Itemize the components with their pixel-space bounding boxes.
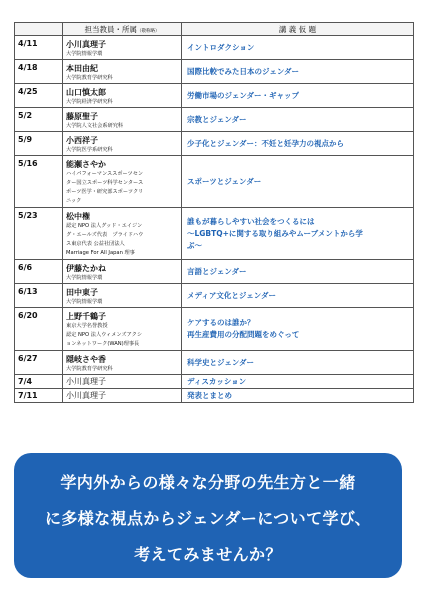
lecturer-affiliation: 認定 NPO 法人グッド・エイジン	[66, 223, 143, 229]
lecture-topic	[182, 260, 414, 284]
lecturer-cell	[63, 260, 182, 284]
lecturer-cell	[63, 156, 182, 208]
lecturer-affiliation: 認定 NPO 法人ウィメンズアクシ	[66, 332, 143, 338]
lecture-topic	[182, 208, 414, 260]
lecturer-name: 松中権	[66, 212, 90, 221]
lecturer-cell	[63, 284, 182, 308]
lecture-topic	[182, 36, 414, 60]
lecturer-name: 伊藤たかね	[66, 264, 106, 273]
invitation-banner	[14, 453, 402, 578]
lecture-topic	[182, 156, 414, 208]
lecturer-cell: 小川真理子	[63, 375, 182, 389]
schedule-row	[15, 60, 414, 84]
header-lecturer-note: （敬称略）	[137, 28, 160, 34]
lecturer-affiliation: 大学院経済学研究科	[66, 99, 113, 105]
lecturer-name: 能瀬さやか	[66, 160, 106, 169]
lecturer-affiliation: ニック	[66, 198, 82, 204]
table-header-row	[15, 23, 414, 36]
schedule-row	[15, 156, 414, 208]
lecture-date: 6/6	[15, 260, 63, 284]
lecturer-affiliation: Marriage For All Japan 理事	[66, 250, 135, 256]
lecturer-name: 小西祥子	[66, 136, 98, 145]
topic-line: ケアするのは誰か？	[187, 318, 255, 327]
lecture-schedule-table	[14, 22, 414, 403]
lecturer-affiliation: ョンネットワーク(WAN)理事長	[66, 341, 140, 347]
lecture-date: 4/18	[15, 60, 63, 84]
schedule-row	[15, 108, 414, 132]
topic-line: 再生産費用の分配問題をめぐって	[187, 330, 300, 339]
lecturer-affiliation: 大学院教育学研究科	[66, 75, 113, 81]
lecture-topic	[182, 60, 414, 84]
lecturer-name: 山口慎太郎	[66, 88, 106, 97]
lecture-topic	[182, 108, 414, 132]
lecturer-affiliation: 大学院教育学研究科	[66, 366, 113, 372]
topic-line: 言語とジェンダー	[187, 266, 247, 276]
lecture-date: 4/11	[15, 36, 63, 60]
lecture-date: 5/16	[15, 156, 63, 208]
lecturer-affiliation: グ・エールズ代表 プライドハウ	[66, 232, 144, 238]
lecturer-affiliation: 大学院医学系研究科	[66, 147, 113, 153]
lecturer-affiliation: 大学院情報学環	[66, 275, 103, 281]
topic-line: 宗教とジェンダー	[187, 114, 247, 124]
lecturer-affiliation: ス東京代表 公益社団法人	[66, 241, 125, 247]
schedule-row	[15, 84, 414, 108]
topic-line: スポーツとジェンダー	[187, 176, 262, 186]
lecturer-affiliation: 大学院人文社会系研究科	[66, 123, 124, 129]
schedule-row	[15, 351, 414, 375]
topic-line: 発表とまとめ	[187, 390, 232, 400]
topic-line: 誰もが暮らしやすい社会をつくるには	[187, 216, 315, 226]
lecturer-affiliation: 大学院情報学環	[66, 51, 103, 57]
banner-line: 考えてみませんか？	[134, 545, 282, 564]
header-lecturer	[63, 23, 182, 36]
lecture-topic	[182, 308, 414, 351]
topic-line: ぶ～	[187, 240, 202, 250]
lecturer-name: 小川真理子	[66, 40, 106, 49]
schedule-row	[15, 36, 414, 60]
lecturer-cell	[63, 132, 182, 156]
lecture-date: 7/11	[15, 389, 63, 403]
lecturer-name: 藤原聖子	[66, 112, 98, 121]
lecture-date: 6/27	[15, 351, 63, 375]
topic-line: メディア文化とジェンダー	[187, 290, 276, 300]
lecture-date: 5/23	[15, 208, 63, 260]
schedule-row	[15, 375, 414, 389]
lecturer-cell: 小川真理子	[63, 389, 182, 403]
lecture-topic	[182, 132, 414, 156]
lecturer-affiliation: 東京大学名誉教授	[66, 323, 108, 329]
lecturer-cell	[63, 60, 182, 84]
lecturer-cell	[63, 36, 182, 60]
lecture-topic	[182, 84, 414, 108]
lecture-topic	[182, 351, 414, 375]
lecture-topic	[182, 389, 414, 403]
lecture-date: 7/4	[15, 375, 63, 389]
schedule-row	[15, 208, 414, 260]
banner-line: に多様な視点からジェンダーについて学び、	[44, 509, 372, 528]
lecturer-affiliation: ター国立スポーツ科学センタース	[66, 180, 144, 186]
lecturer-name: 上野千鶴子	[66, 312, 106, 321]
lecturer-cell	[63, 84, 182, 108]
lecturer-name: 隠岐さや香	[66, 355, 106, 364]
topic-line: イントロダクション	[187, 42, 255, 52]
header-lecturer-label: 担当教員・所属	[84, 24, 137, 34]
lecturer-cell	[63, 351, 182, 375]
topic-line: 科学史とジェンダー	[187, 357, 255, 367]
lecture-date: 5/9	[15, 132, 63, 156]
topic-line: 少子化とジェンダー：不妊と妊孕力の視点から	[187, 138, 345, 148]
lecture-topic	[182, 284, 414, 308]
schedule-row	[15, 389, 414, 403]
lecturer-affiliation: 大学院情報学環	[66, 299, 103, 305]
lecture-date: 4/25	[15, 84, 63, 108]
lecturer-cell	[63, 208, 182, 260]
topic-line: ～LGBTQ+に関する取り組みやムーブメントから学	[187, 228, 363, 238]
schedule-row	[15, 308, 414, 351]
lecture-date: 6/20	[15, 308, 63, 351]
header-date	[15, 23, 63, 36]
header-topic: 講 義 仮 題	[182, 23, 414, 36]
lecture-date: 6/13	[15, 284, 63, 308]
lecturer-name: 本田由紀	[66, 64, 98, 73]
lecturer-name: 田中東子	[66, 288, 98, 297]
lecturer-affiliation: ポーツ医学・研究部スポーツクリ	[66, 189, 144, 195]
topic-line: 国際比較でみた日本のジェンダー	[187, 66, 300, 76]
lecture-date: 5/2	[15, 108, 63, 132]
schedule-row	[15, 132, 414, 156]
topic-line: 労働市場のジェンダー・ギャップ	[187, 90, 300, 100]
schedule-row	[15, 260, 414, 284]
lecture-topic	[182, 375, 414, 389]
banner-line: 学内外からの様々な分野の先生方と一緒	[60, 473, 356, 492]
schedule-row	[15, 284, 414, 308]
lecturer-cell	[63, 108, 182, 132]
lecturer-cell	[63, 308, 182, 351]
lecturer-affiliation: ハイパフォーマンススポーツセン	[66, 171, 144, 177]
topic-line: ディスカッション	[187, 376, 247, 386]
